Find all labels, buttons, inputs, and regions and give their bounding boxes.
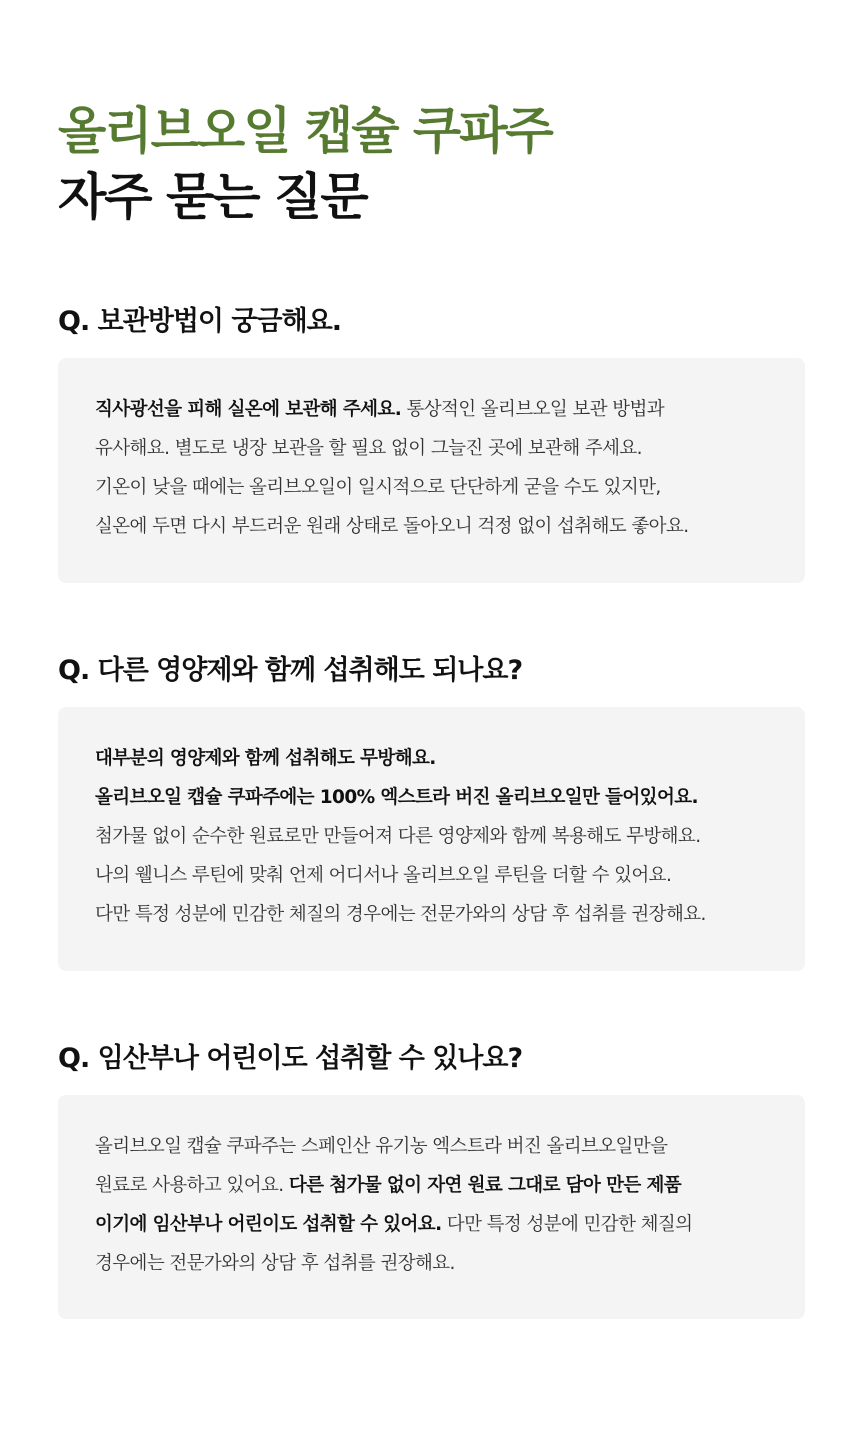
faq-item-supplements xyxy=(58,651,805,971)
answer-text: 원료로 사용하고 있어요. xyxy=(95,1175,289,1196)
answer-emphasis: 직사광선을 피해 실온에 보관해 주세요. xyxy=(95,399,402,420)
answer-line: 실온에 두면 다시 부드러운 원래 상태로 돌아오니 걱정 없이 섭취해도 좋아요. xyxy=(95,516,689,537)
page-title xyxy=(58,98,552,230)
answer-emphasis: 올리브오일 캡슐 쿠파주에는 100% 엑스트라 버진 올리브오일만 들어있어요. xyxy=(95,787,698,808)
faq-heading: 자주 묻는 질문 xyxy=(58,168,367,226)
faq-question: Q. 다른 영양제와 함께 섭취해도 되나요? xyxy=(58,655,523,686)
answer-line xyxy=(95,1166,775,1205)
faq-question: Q. 임산부나 어린이도 섭취할 수 있나요? xyxy=(58,1043,523,1074)
answer-line xyxy=(95,1205,775,1244)
faq-answer-box xyxy=(58,707,805,971)
answer-text: 다만 특정 성분에 민감한 체질의 xyxy=(441,1214,693,1235)
product-name-heading: 올리브오일 캡슐 쿠파주 xyxy=(58,102,552,160)
faq-question: Q. 보관방법이 궁금해요. xyxy=(58,306,342,337)
faq-answer-box xyxy=(58,358,805,583)
answer-line: 나의 웰니스 루틴에 맞춰 언제 어디서나 올리브오일 루틴을 더할 수 있어요. xyxy=(95,865,672,886)
faq-answer-box xyxy=(58,1095,805,1319)
answer-line: 유사해요. 별도로 냉장 보관을 할 필요 없이 그늘진 곳에 보관해 주세요. xyxy=(95,438,642,459)
answer-line: 다만 특정 성분에 민감한 체질의 경우에는 전문가와의 상담 후 섭취를 권장해요. xyxy=(95,904,706,925)
answer-emphasis: 다른 첨가물 없이 자연 원료 그대로 담아 만든 제품 xyxy=(288,1175,681,1196)
answer-emphasis: 이기에 임산부나 어린이도 섭취할 수 있어요. xyxy=(95,1214,442,1235)
answer-text: 통상적인 올리브오일 보관 방법과 xyxy=(401,399,665,420)
faq-item-storage xyxy=(58,302,805,583)
answer-line: 경우에는 전문가와의 상담 후 섭취를 권장해요. xyxy=(95,1253,455,1274)
faq-item-pregnancy-children xyxy=(58,1039,805,1319)
answer-line: 첨가물 없이 순수한 원료로만 만들어져 다른 영양제와 함께 복용해도 무방해요. xyxy=(95,826,701,847)
answer-line xyxy=(95,390,775,429)
answer-line: 올리브오일 캡슐 쿠파주는 스페인산 유기농 엑스트라 버진 올리브오일만을 xyxy=(95,1136,668,1157)
answer-emphasis: 대부분의 영양제와 함께 섭취해도 무방해요. xyxy=(95,748,436,769)
answer-line: 기온이 낮을 때에는 올리브오일이 일시적으로 단단하게 굳을 수도 있지만, xyxy=(95,477,661,498)
